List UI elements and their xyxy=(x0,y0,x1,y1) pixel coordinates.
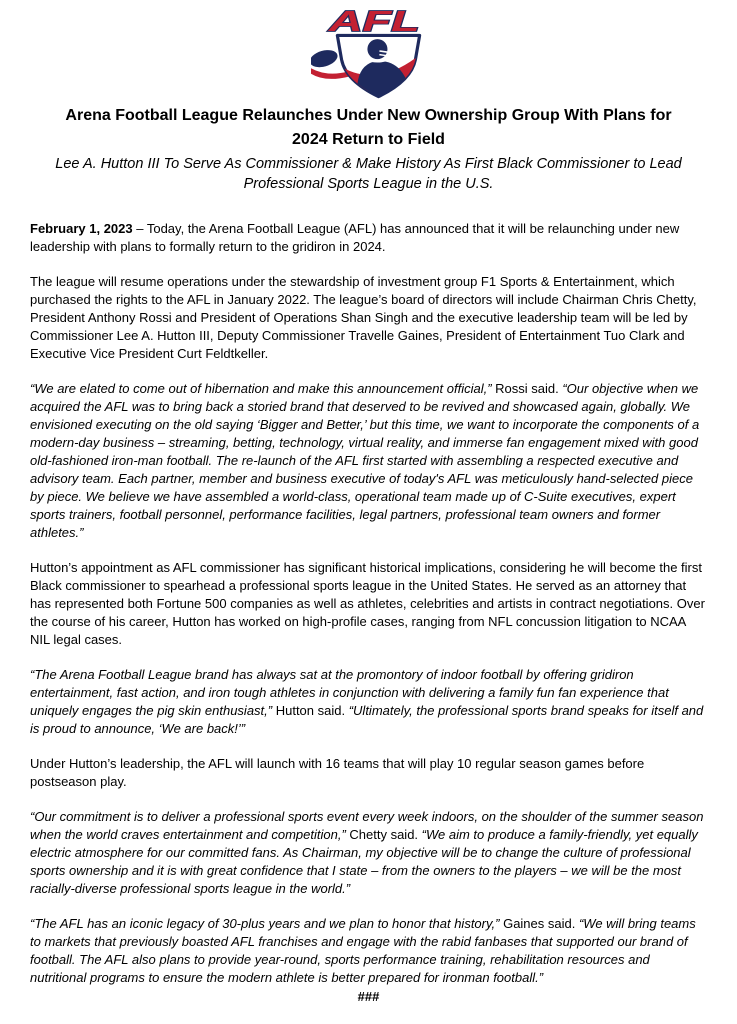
text-segment: Rossi said. xyxy=(495,381,563,396)
text-segment: “Our commitment is to deliver a professional sports event every week indoors, on the shoulder of the summer season when the world craves entertainment and competition,” xyxy=(30,809,704,842)
paragraph-league-plan xyxy=(30,755,707,791)
player-helmet xyxy=(367,39,387,59)
text-segment: Under Hutton’s leadership, the AFL will launch with 16 teams that will play 10 regular season games before postseason play. xyxy=(30,756,645,789)
subheadline-line-2: Professional Sports League in the U.S. xyxy=(243,176,494,192)
paragraph-hutton-quote xyxy=(30,666,707,738)
text-segment: Chetty said. xyxy=(349,827,422,842)
article-body xyxy=(30,220,707,1005)
paragraph-hutton-background xyxy=(30,559,707,649)
text-segment: Gaines said. xyxy=(503,916,579,931)
text-segment: “The Arena Football League brand has always sat at the promontory of indoor football by offering gridiron entertainment, fast action, and iron tough athletes in conjunction with delivering a family fun fan experience that uniquely engages the pig skin enthusiast,” xyxy=(30,667,669,718)
subheadline xyxy=(30,154,707,194)
text-segment: – Today, the Arena Football League (AFL) has announced that it will be relaunching under new leadership with plans to formally return to the gridiron in 2024. xyxy=(30,221,680,254)
text-segment: “We aim to produce a family-friendly, yet equally electric atmosphere for our committed fans. As Chairman, my objective will be to change the culture of professional sports ownership and it is with great confidence that I state – from the owners to the players – we will be the most racially-diverse professional sports league in the world.” xyxy=(30,827,698,896)
football-icon xyxy=(311,47,340,70)
headline xyxy=(30,104,707,152)
text-segment: “Ultimately, the professional sports brand speaks for itself and is proud to announce, ‘We are back!’” xyxy=(30,703,704,736)
text-segment: Hutton’s appointment as AFL commissioner has significant historical implications, considering he will become the first Black commissioner to spearhead a professional sports league in the United States. He served as an attorney that has represented both Fortune 500 companies as well as athletes, celebrities and artists in contract negotiations. Over the course of his career, Hutton has worked on high-profile cases, ranging from NFL concussion litigation to NCAA NIL legal cases. xyxy=(30,560,705,647)
text-segment: “We are elated to come out of hibernation and make this announcement official,” xyxy=(30,381,496,396)
text-segment: The league will resume operations under the stewardship of investment group F1 Sports & Entertainment, which purchased the rights to the AFL in January 2022. The league’s board of directors will include Chairman Chris Chetty, President Anthony Rossi and President of Operations Shan Singh and the executive leadership team will be led by Commissioner Lee A. Hutton III, Deputy Commissioner Travelle Gaines, President of Entertainment Tuo Clark and Executive Vice President Curt Feldtkeller. xyxy=(30,274,697,361)
text-segment: “The AFL has an iconic legacy of 30-plus years and we plan to honor that history,” xyxy=(30,916,504,931)
paragraph-ownership xyxy=(30,273,707,363)
paragraph-dateline xyxy=(30,220,707,256)
end-mark: ### xyxy=(357,989,380,1004)
text-segment: February 1, 2023 xyxy=(30,221,133,236)
headline-line-2: 2024 Return to Field xyxy=(292,131,445,148)
text-segment: Hutton said. xyxy=(275,703,349,718)
text-segment: “We will bring teams to markets that previously boasted AFL franchises and engage with the rabid fanbases that supported our brand of football. The AFL also plans to provide year-round, sports performance training, rehabilitation resources and nutritional programs to ensure the modern athlete is better prepared for ironman football.” xyxy=(30,916,696,985)
afl-logo xyxy=(30,8,707,100)
headline-line-1: Arena Football League Relaunches Under New Ownership Group With Plans for xyxy=(65,107,672,124)
paragraph-gaines-quote xyxy=(30,915,707,987)
paragraph-rossi-quote xyxy=(30,380,707,542)
subheadline-line-1: Lee A. Hutton III To Serve As Commissioner & Make History As First Black Commissioner to Lead xyxy=(55,156,682,172)
text-segment: “Our objective when we acquired the AFL was to bring back a storied brand that deserved to be revived and showcased again, globally. We envisioned executing on the old saying ‘Bigger and Better,’ but this time, we want to incorporate the components of a modern-day business – streaming, betting, technology, virtual reality, and immerse fan engagement mixed with good old-fashioned iron-man football. The re-launch of the AFL first started with assembling a respected executive and advisory team. Each partner, member and business executive of today's AFL was meticulously hand-selected piece by piece. We believe we have assembled a world-class, operational team made up of C-Suite executives, expert sports trainers, football personnel, performance facilities, legal partners, professional team owners and former athletes.” xyxy=(30,381,700,540)
afl-logo-graphic xyxy=(311,8,427,104)
afl-wordmark: AFL xyxy=(326,8,420,39)
paragraph-chetty-quote xyxy=(30,808,707,898)
